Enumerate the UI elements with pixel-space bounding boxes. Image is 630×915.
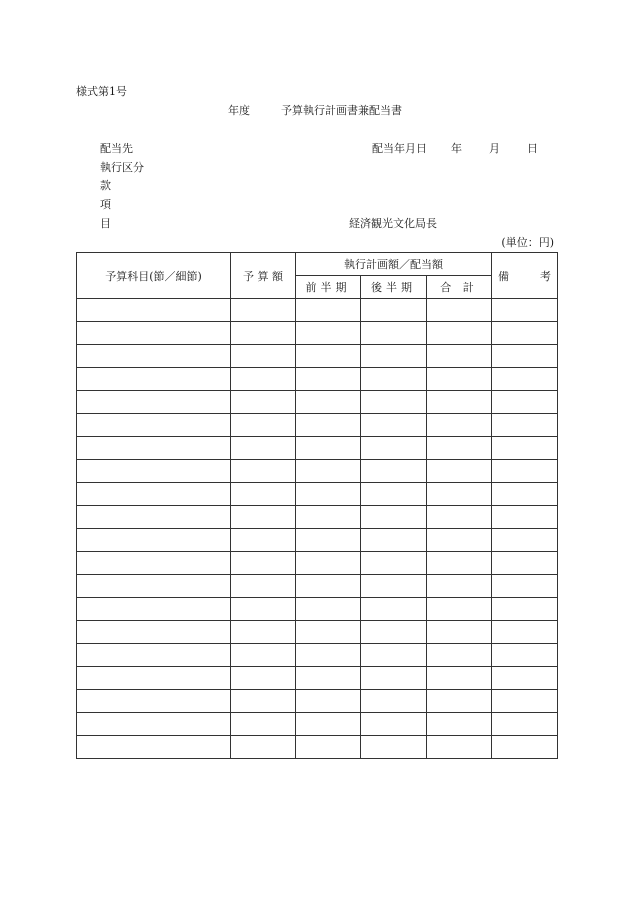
cell-budget-item [77, 529, 231, 552]
cell-second-half [361, 575, 427, 598]
cell-first-half [296, 437, 361, 460]
table-row [77, 690, 558, 713]
cell-total [427, 391, 492, 414]
cell-total [427, 690, 492, 713]
cell-second-half [361, 483, 427, 506]
kou-label: 項 [100, 198, 111, 211]
issuer: 経済観光文化局長 [349, 217, 437, 230]
cell-first-half [296, 529, 361, 552]
cell-total [427, 552, 492, 575]
cell-second-half [361, 460, 427, 483]
table-row [77, 529, 558, 552]
cell-total [427, 414, 492, 437]
cell-budget-item [77, 598, 231, 621]
cell-first-half [296, 552, 361, 575]
cell-second-half [361, 598, 427, 621]
cell-budget-item [77, 667, 231, 690]
cell-second-half [361, 506, 427, 529]
cell-first-half [296, 621, 361, 644]
table-row [77, 414, 558, 437]
cell-total [427, 368, 492, 391]
cell-first-half [296, 575, 361, 598]
cell-remarks [492, 621, 558, 644]
table-row [77, 552, 558, 575]
cell-second-half [361, 736, 427, 759]
cell-budget-item [77, 736, 231, 759]
col-budget-amount: 予 算 額 [231, 253, 296, 299]
cell-budget-item [77, 391, 231, 414]
cell-total [427, 529, 492, 552]
table-row [77, 575, 558, 598]
cell-first-half [296, 667, 361, 690]
table-row [77, 483, 558, 506]
day-label: 日 [527, 142, 538, 155]
cell-remarks [492, 552, 558, 575]
table-row [77, 506, 558, 529]
cell-budget-item [77, 437, 231, 460]
cell-budget-item [77, 460, 231, 483]
cell-budget-item [77, 552, 231, 575]
cell-second-half [361, 437, 427, 460]
cell-first-half [296, 736, 361, 759]
cell-budget-amount [231, 299, 296, 322]
cell-budget-item [77, 299, 231, 322]
cell-second-half [361, 414, 427, 437]
cell-remarks [492, 667, 558, 690]
unit-note: (単位：円) [501, 236, 554, 249]
cell-remarks [492, 529, 558, 552]
cell-budget-item [77, 690, 231, 713]
cell-total [427, 713, 492, 736]
allocation-destination-label: 配当先 [100, 142, 133, 155]
col-first-half: 前半期 [296, 276, 361, 299]
col-plan-group: 執行計画額／配当額 [296, 253, 492, 276]
cell-total [427, 667, 492, 690]
cell-budget-amount [231, 621, 296, 644]
cell-total [427, 644, 492, 667]
cell-budget-amount [231, 345, 296, 368]
cell-remarks [492, 506, 558, 529]
cell-remarks [492, 736, 558, 759]
cell-first-half [296, 414, 361, 437]
cell-budget-amount [231, 437, 296, 460]
cell-total [427, 575, 492, 598]
cell-second-half [361, 621, 427, 644]
cell-second-half [361, 345, 427, 368]
cell-remarks [492, 368, 558, 391]
cell-second-half [361, 667, 427, 690]
cell-remarks [492, 598, 558, 621]
allocation-date-label: 配当年月日 [372, 142, 427, 155]
year-label: 年 [451, 142, 462, 155]
cell-remarks [492, 483, 558, 506]
document-title [228, 104, 402, 118]
cell-second-half [361, 368, 427, 391]
cell-budget-amount [231, 506, 296, 529]
table-row [77, 460, 558, 483]
cell-second-half [361, 322, 427, 345]
cell-budget-amount [231, 690, 296, 713]
table-row [77, 368, 558, 391]
table-row [77, 621, 558, 644]
cell-first-half [296, 299, 361, 322]
title-text: 予算執行計画書兼配当書 [281, 104, 402, 117]
cell-remarks [492, 644, 558, 667]
cell-budget-item [77, 368, 231, 391]
cell-remarks [492, 575, 558, 598]
budget-table [76, 252, 558, 759]
col-total: 合 計 [427, 276, 492, 299]
cell-second-half [361, 713, 427, 736]
month-label: 月 [489, 142, 500, 155]
cell-total [427, 621, 492, 644]
cell-first-half [296, 483, 361, 506]
cell-budget-item [77, 644, 231, 667]
cell-total [427, 598, 492, 621]
table-row [77, 437, 558, 460]
cell-total [427, 437, 492, 460]
cell-second-half [361, 391, 427, 414]
cell-total [427, 460, 492, 483]
cell-budget-amount [231, 713, 296, 736]
cell-budget-amount [231, 644, 296, 667]
cell-first-half [296, 391, 361, 414]
table-row [77, 667, 558, 690]
moku-label: 目 [100, 217, 111, 230]
cell-budget-amount [231, 552, 296, 575]
cell-budget-amount [231, 575, 296, 598]
cell-budget-item [77, 414, 231, 437]
cell-budget-amount [231, 598, 296, 621]
cell-remarks [492, 437, 558, 460]
form-number: 様式第1号 [76, 85, 127, 98]
table-row [77, 345, 558, 368]
cell-remarks [492, 414, 558, 437]
cell-budget-item [77, 713, 231, 736]
cell-first-half [296, 345, 361, 368]
cell-budget-amount [231, 368, 296, 391]
cell-budget-amount [231, 529, 296, 552]
table-row [77, 713, 558, 736]
cell-second-half [361, 690, 427, 713]
cell-remarks [492, 713, 558, 736]
cell-budget-amount [231, 414, 296, 437]
cell-budget-item [77, 322, 231, 345]
cell-first-half [296, 322, 361, 345]
table-row [77, 598, 558, 621]
cell-remarks [492, 345, 558, 368]
table-row [77, 644, 558, 667]
col-remarks-2: 考 [540, 269, 552, 283]
cell-budget-item [77, 506, 231, 529]
cell-remarks [492, 322, 558, 345]
cell-budget-item [77, 483, 231, 506]
cell-total [427, 345, 492, 368]
cell-first-half [296, 644, 361, 667]
cell-total [427, 483, 492, 506]
cell-budget-amount [231, 483, 296, 506]
cell-total [427, 506, 492, 529]
cell-first-half [296, 368, 361, 391]
cell-remarks [492, 391, 558, 414]
col-remarks [492, 253, 558, 299]
table-row [77, 736, 558, 759]
execution-category-label: 執行区分 [100, 161, 144, 174]
cell-second-half [361, 644, 427, 667]
cell-second-half [361, 529, 427, 552]
cell-budget-amount [231, 460, 296, 483]
cell-budget-item [77, 345, 231, 368]
cell-budget-item [77, 575, 231, 598]
cell-first-half [296, 713, 361, 736]
cell-second-half [361, 552, 427, 575]
cell-first-half [296, 690, 361, 713]
col-remarks-1: 備 [498, 269, 510, 283]
cell-budget-amount [231, 736, 296, 759]
table-row [77, 322, 558, 345]
kan-label: 款 [100, 179, 111, 192]
table-row [77, 391, 558, 414]
cell-second-half [361, 299, 427, 322]
cell-total [427, 736, 492, 759]
table-row [77, 299, 558, 322]
fiscal-year-label: 年度 [228, 104, 250, 117]
cell-total [427, 299, 492, 322]
cell-first-half [296, 460, 361, 483]
cell-budget-item [77, 621, 231, 644]
cell-total [427, 322, 492, 345]
cell-first-half [296, 506, 361, 529]
col-budget-item: 予算科目(節／細節) [77, 253, 231, 299]
cell-first-half [296, 598, 361, 621]
cell-budget-amount [231, 667, 296, 690]
cell-remarks [492, 460, 558, 483]
cell-remarks [492, 299, 558, 322]
cell-budget-amount [231, 322, 296, 345]
allocation-date [372, 142, 538, 156]
cell-remarks [492, 690, 558, 713]
col-second-half: 後半期 [361, 276, 427, 299]
cell-budget-amount [231, 391, 296, 414]
